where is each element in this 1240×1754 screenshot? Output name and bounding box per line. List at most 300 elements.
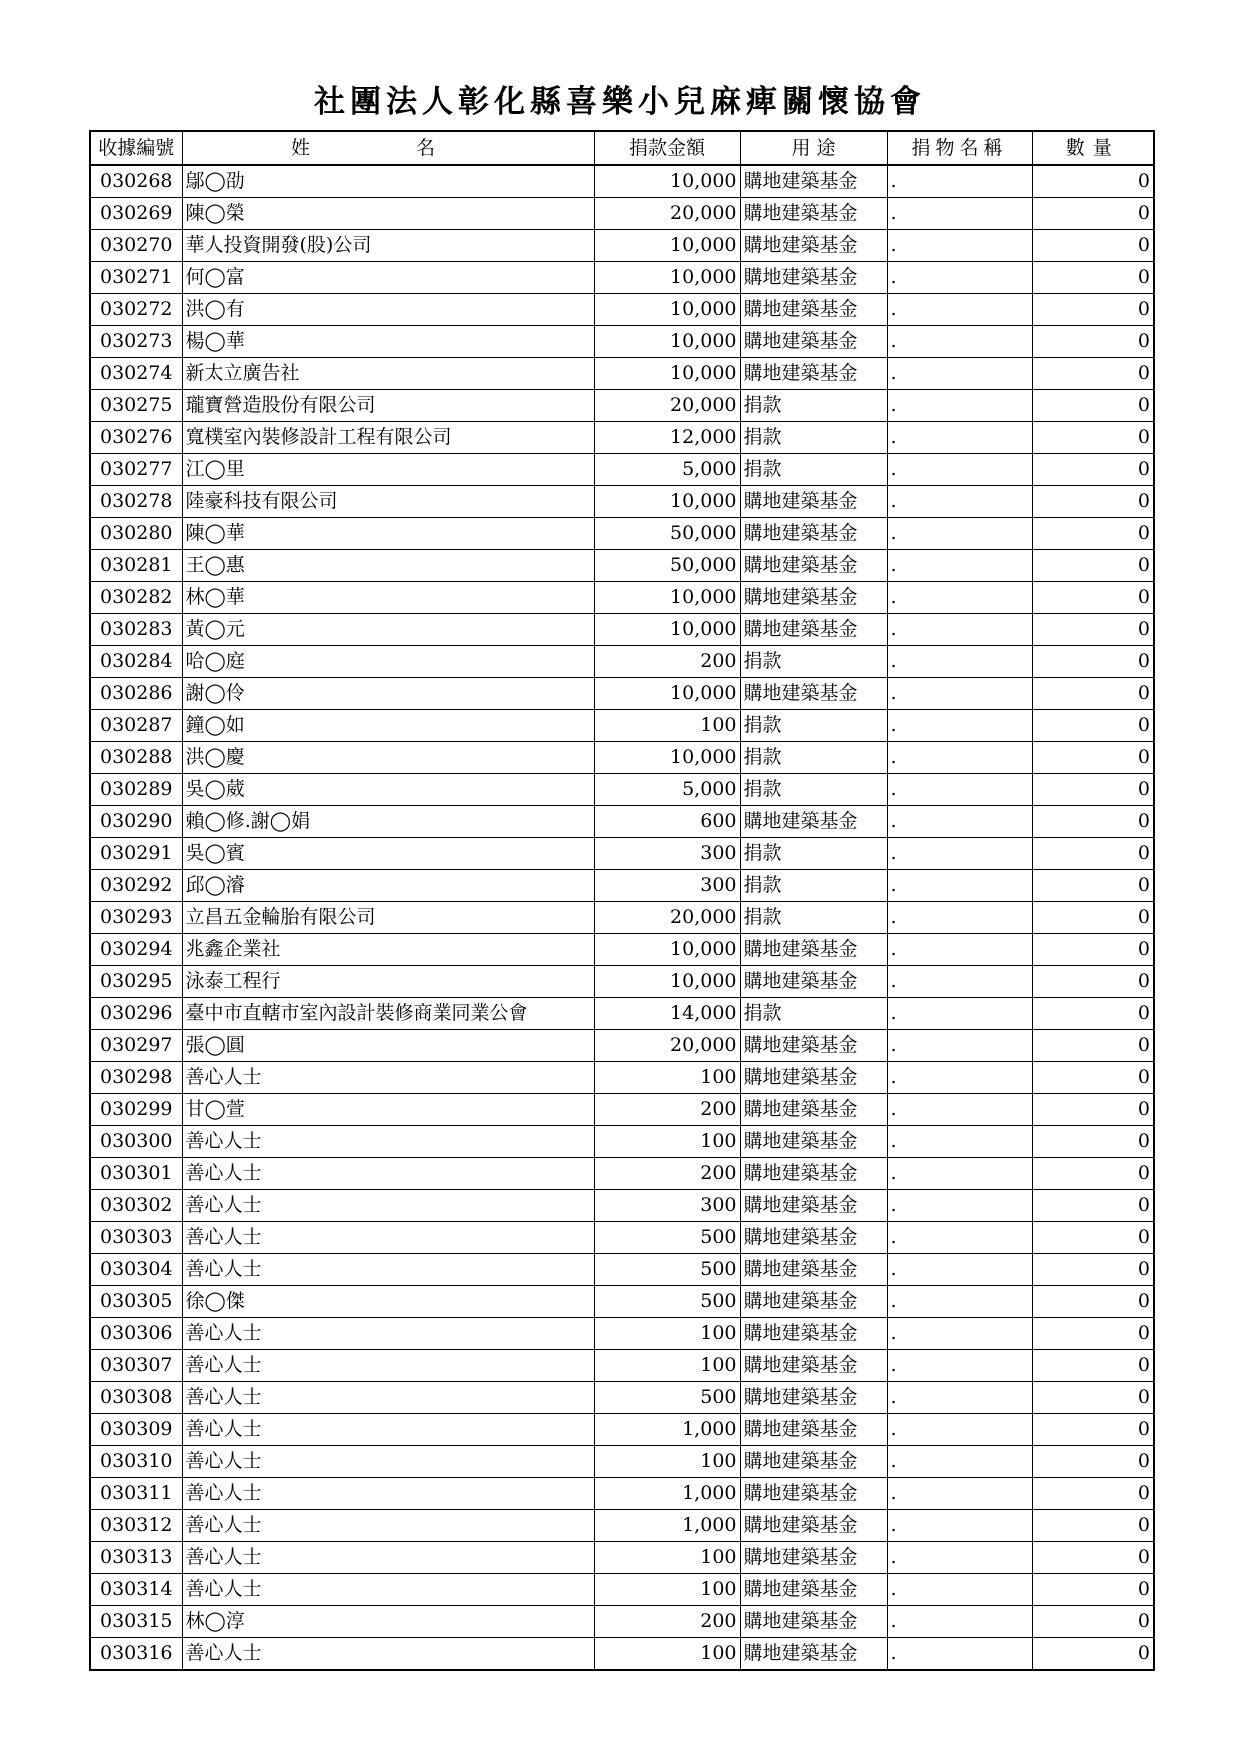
cell-purpose: 購地建築基金 bbox=[740, 1030, 887, 1062]
table-row bbox=[90, 838, 1154, 870]
cell-receipt-no: 030277 bbox=[90, 454, 182, 486]
cell-amount: 10,000 bbox=[594, 358, 740, 390]
cell-purpose: 購地建築基金 bbox=[740, 550, 887, 582]
cell-receipt-no: 030283 bbox=[90, 614, 182, 646]
cell-donor-name: 兆鑫企業社 bbox=[182, 934, 594, 966]
cell-item-name: . bbox=[887, 774, 1032, 806]
cell-purpose: 捐款 bbox=[740, 838, 887, 870]
cell-item-name: . bbox=[887, 1222, 1032, 1254]
cell-donor-name: 善心人士 bbox=[182, 1350, 594, 1382]
cell-item-name: . bbox=[887, 1510, 1032, 1542]
table-row bbox=[90, 326, 1154, 358]
cell-amount: 500 bbox=[594, 1254, 740, 1286]
cell-item-name: . bbox=[887, 582, 1032, 614]
cell-quantity: 0 bbox=[1032, 1606, 1154, 1638]
cell-donor-name: 善心人士 bbox=[182, 1638, 594, 1671]
cell-amount: 20,000 bbox=[594, 390, 740, 422]
cell-quantity: 0 bbox=[1032, 1350, 1154, 1382]
cell-amount: 500 bbox=[594, 1382, 740, 1414]
cell-item-name: . bbox=[887, 1638, 1032, 1671]
cell-quantity: 0 bbox=[1032, 1478, 1154, 1510]
cell-item-name: . bbox=[887, 614, 1032, 646]
cell-item-name: . bbox=[887, 1318, 1032, 1350]
cell-receipt-no: 030303 bbox=[90, 1222, 182, 1254]
cell-amount: 100 bbox=[594, 1318, 740, 1350]
cell-purpose: 購地建築基金 bbox=[740, 1126, 887, 1158]
cell-receipt-no: 030297 bbox=[90, 1030, 182, 1062]
cell-receipt-no: 030314 bbox=[90, 1574, 182, 1606]
cell-amount: 10,000 bbox=[594, 165, 740, 198]
cell-item-name: . bbox=[887, 710, 1032, 742]
cell-amount: 20,000 bbox=[594, 902, 740, 934]
cell-amount: 5,000 bbox=[594, 454, 740, 486]
cell-purpose: 購地建築基金 bbox=[740, 1222, 887, 1254]
cell-quantity: 0 bbox=[1032, 966, 1154, 998]
cell-quantity: 0 bbox=[1032, 518, 1154, 550]
cell-receipt-no: 030305 bbox=[90, 1286, 182, 1318]
cell-donor-name: 王◯惠 bbox=[182, 550, 594, 582]
table-row bbox=[90, 582, 1154, 614]
cell-quantity: 0 bbox=[1032, 1158, 1154, 1190]
cell-purpose: 購地建築基金 bbox=[740, 582, 887, 614]
table-row bbox=[90, 518, 1154, 550]
cell-amount: 10,000 bbox=[594, 582, 740, 614]
cell-amount: 300 bbox=[594, 838, 740, 870]
cell-donor-name: 泳泰工程行 bbox=[182, 966, 594, 998]
cell-donor-name: 華人投資開發(股)公司 bbox=[182, 230, 594, 262]
cell-amount: 500 bbox=[594, 1222, 740, 1254]
cell-amount: 10,000 bbox=[594, 614, 740, 646]
cell-item-name: . bbox=[887, 454, 1032, 486]
cell-amount: 10,000 bbox=[594, 678, 740, 710]
cell-amount: 50,000 bbox=[594, 518, 740, 550]
cell-item-name: . bbox=[887, 550, 1032, 582]
cell-purpose: 捐款 bbox=[740, 870, 887, 902]
cell-donor-name: 陳◯華 bbox=[182, 518, 594, 550]
cell-quantity: 0 bbox=[1032, 1062, 1154, 1094]
cell-quantity: 0 bbox=[1032, 1382, 1154, 1414]
cell-purpose: 購地建築基金 bbox=[740, 326, 887, 358]
cell-quantity: 0 bbox=[1032, 262, 1154, 294]
cell-quantity: 0 bbox=[1032, 390, 1154, 422]
cell-item-name: . bbox=[887, 646, 1032, 678]
cell-amount: 1,000 bbox=[594, 1414, 740, 1446]
cell-receipt-no: 030276 bbox=[90, 422, 182, 454]
cell-item-name: . bbox=[887, 1062, 1032, 1094]
cell-quantity: 0 bbox=[1032, 1542, 1154, 1574]
cell-quantity: 0 bbox=[1032, 838, 1154, 870]
cell-amount: 100 bbox=[594, 1446, 740, 1478]
cell-purpose: 捐款 bbox=[740, 998, 887, 1030]
table-row bbox=[90, 1510, 1154, 1542]
table-row bbox=[90, 998, 1154, 1030]
cell-receipt-no: 030299 bbox=[90, 1094, 182, 1126]
cell-receipt-no: 030275 bbox=[90, 390, 182, 422]
cell-purpose: 購地建築基金 bbox=[740, 806, 887, 838]
cell-quantity: 0 bbox=[1032, 614, 1154, 646]
cell-receipt-no: 030294 bbox=[90, 934, 182, 966]
table-row bbox=[90, 1254, 1154, 1286]
table-row bbox=[90, 262, 1154, 294]
cell-donor-name: 寬樸室內裝修設計工程有限公司 bbox=[182, 422, 594, 454]
cell-quantity: 0 bbox=[1032, 198, 1154, 230]
cell-purpose: 購地建築基金 bbox=[740, 1062, 887, 1094]
cell-item-name: . bbox=[887, 165, 1032, 198]
cell-item-name: . bbox=[887, 1350, 1032, 1382]
cell-quantity: 0 bbox=[1032, 870, 1154, 902]
header-name: 姓 名 bbox=[182, 131, 594, 165]
cell-quantity: 0 bbox=[1032, 998, 1154, 1030]
cell-receipt-no: 030274 bbox=[90, 358, 182, 390]
cell-amount: 100 bbox=[594, 1062, 740, 1094]
table-body bbox=[90, 165, 1154, 1670]
table-row bbox=[90, 390, 1154, 422]
cell-receipt-no: 030272 bbox=[90, 294, 182, 326]
cell-item-name: . bbox=[887, 998, 1032, 1030]
cell-donor-name: 賴◯修.謝◯娟 bbox=[182, 806, 594, 838]
cell-amount: 100 bbox=[594, 1574, 740, 1606]
table-row bbox=[90, 1158, 1154, 1190]
cell-item-name: . bbox=[887, 518, 1032, 550]
cell-purpose: 捐款 bbox=[740, 710, 887, 742]
table-row bbox=[90, 454, 1154, 486]
cell-amount: 10,000 bbox=[594, 934, 740, 966]
cell-donor-name: 吳◯葳 bbox=[182, 774, 594, 806]
cell-donor-name: 善心人士 bbox=[182, 1542, 594, 1574]
cell-amount: 10,000 bbox=[594, 262, 740, 294]
cell-item-name: . bbox=[887, 486, 1032, 518]
cell-purpose: 購地建築基金 bbox=[740, 1446, 887, 1478]
cell-item-name: . bbox=[887, 1158, 1032, 1190]
cell-purpose: 捐款 bbox=[740, 742, 887, 774]
cell-amount: 20,000 bbox=[594, 198, 740, 230]
cell-amount: 600 bbox=[594, 806, 740, 838]
cell-purpose: 購地建築基金 bbox=[740, 1574, 887, 1606]
table-row bbox=[90, 1414, 1154, 1446]
cell-purpose: 購地建築基金 bbox=[740, 1478, 887, 1510]
cell-receipt-no: 030300 bbox=[90, 1126, 182, 1158]
cell-donor-name: 善心人士 bbox=[182, 1190, 594, 1222]
cell-receipt-no: 030269 bbox=[90, 198, 182, 230]
cell-receipt-no: 030308 bbox=[90, 1382, 182, 1414]
cell-donor-name: 何◯富 bbox=[182, 262, 594, 294]
cell-purpose: 購地建築基金 bbox=[740, 358, 887, 390]
cell-donor-name: 善心人士 bbox=[182, 1446, 594, 1478]
cell-quantity: 0 bbox=[1032, 1318, 1154, 1350]
cell-donor-name: 善心人士 bbox=[182, 1222, 594, 1254]
cell-quantity: 0 bbox=[1032, 774, 1154, 806]
cell-donor-name: 洪◯有 bbox=[182, 294, 594, 326]
table-row bbox=[90, 1638, 1154, 1671]
cell-purpose: 購地建築基金 bbox=[740, 966, 887, 998]
table-row bbox=[90, 1062, 1154, 1094]
cell-quantity: 0 bbox=[1032, 1286, 1154, 1318]
cell-purpose: 購地建築基金 bbox=[740, 1350, 887, 1382]
cell-quantity: 0 bbox=[1032, 710, 1154, 742]
cell-amount: 500 bbox=[594, 1286, 740, 1318]
cell-receipt-no: 030271 bbox=[90, 262, 182, 294]
cell-quantity: 0 bbox=[1032, 454, 1154, 486]
table-row bbox=[90, 358, 1154, 390]
table-row bbox=[90, 165, 1154, 198]
cell-quantity: 0 bbox=[1032, 165, 1154, 198]
cell-donor-name: 善心人士 bbox=[182, 1478, 594, 1510]
table-row bbox=[90, 902, 1154, 934]
cell-item-name: . bbox=[887, 934, 1032, 966]
cell-receipt-no: 030293 bbox=[90, 902, 182, 934]
cell-item-name: . bbox=[887, 1542, 1032, 1574]
cell-donor-name: 善心人士 bbox=[182, 1510, 594, 1542]
cell-amount: 1,000 bbox=[594, 1478, 740, 1510]
cell-purpose: 購地建築基金 bbox=[740, 1254, 887, 1286]
cell-quantity: 0 bbox=[1032, 1094, 1154, 1126]
cell-amount: 200 bbox=[594, 1158, 740, 1190]
cell-receipt-no: 030313 bbox=[90, 1542, 182, 1574]
cell-quantity: 0 bbox=[1032, 358, 1154, 390]
cell-quantity: 0 bbox=[1032, 1222, 1154, 1254]
cell-amount: 10,000 bbox=[594, 486, 740, 518]
cell-donor-name: 陳◯榮 bbox=[182, 198, 594, 230]
table-row bbox=[90, 1606, 1154, 1638]
cell-item-name: . bbox=[887, 870, 1032, 902]
cell-receipt-no: 030301 bbox=[90, 1158, 182, 1190]
cell-item-name: . bbox=[887, 230, 1032, 262]
header-item-name: 捐物名稱 bbox=[887, 131, 1032, 165]
cell-receipt-no: 030273 bbox=[90, 326, 182, 358]
cell-purpose: 購地建築基金 bbox=[740, 198, 887, 230]
cell-purpose: 購地建築基金 bbox=[740, 1510, 887, 1542]
cell-purpose: 捐款 bbox=[740, 774, 887, 806]
cell-quantity: 0 bbox=[1032, 1414, 1154, 1446]
table-row bbox=[90, 1030, 1154, 1062]
cell-receipt-no: 030306 bbox=[90, 1318, 182, 1350]
cell-amount: 14,000 bbox=[594, 998, 740, 1030]
cell-donor-name: 謝◯伶 bbox=[182, 678, 594, 710]
table-row bbox=[90, 742, 1154, 774]
cell-amount: 200 bbox=[594, 1606, 740, 1638]
cell-item-name: . bbox=[887, 1382, 1032, 1414]
cell-donor-name: 瓏寶營造股份有限公司 bbox=[182, 390, 594, 422]
cell-item-name: . bbox=[887, 1446, 1032, 1478]
cell-purpose: 購地建築基金 bbox=[740, 1606, 887, 1638]
cell-amount: 10,000 bbox=[594, 326, 740, 358]
cell-receipt-no: 030289 bbox=[90, 774, 182, 806]
table-row bbox=[90, 294, 1154, 326]
cell-receipt-no: 030280 bbox=[90, 518, 182, 550]
cell-receipt-no: 030307 bbox=[90, 1350, 182, 1382]
cell-purpose: 捐款 bbox=[740, 902, 887, 934]
cell-quantity: 0 bbox=[1032, 1030, 1154, 1062]
cell-item-name: . bbox=[887, 1030, 1032, 1062]
table-row bbox=[90, 486, 1154, 518]
cell-donor-name: 善心人士 bbox=[182, 1126, 594, 1158]
cell-item-name: . bbox=[887, 1254, 1032, 1286]
cell-purpose: 購地建築基金 bbox=[740, 486, 887, 518]
cell-purpose: 捐款 bbox=[740, 454, 887, 486]
table-row bbox=[90, 550, 1154, 582]
table-row bbox=[90, 1222, 1154, 1254]
cell-purpose: 購地建築基金 bbox=[740, 1414, 887, 1446]
cell-purpose: 購地建築基金 bbox=[740, 230, 887, 262]
cell-purpose: 購地建築基金 bbox=[740, 165, 887, 198]
cell-purpose: 購地建築基金 bbox=[740, 1318, 887, 1350]
cell-amount: 50,000 bbox=[594, 550, 740, 582]
document-title: 社團法人彰化縣喜樂小兒麻痺關懷協會 bbox=[314, 84, 926, 120]
cell-quantity: 0 bbox=[1032, 582, 1154, 614]
cell-amount: 300 bbox=[594, 1190, 740, 1222]
cell-donor-name: 楊◯華 bbox=[182, 326, 594, 358]
table-row bbox=[90, 1318, 1154, 1350]
cell-amount: 200 bbox=[594, 646, 740, 678]
cell-item-name: . bbox=[887, 742, 1032, 774]
cell-donor-name: 善心人士 bbox=[182, 1574, 594, 1606]
cell-quantity: 0 bbox=[1032, 1254, 1154, 1286]
table-header bbox=[90, 131, 1154, 165]
cell-amount: 10,000 bbox=[594, 742, 740, 774]
cell-item-name: . bbox=[887, 422, 1032, 454]
cell-purpose: 購地建築基金 bbox=[740, 518, 887, 550]
cell-purpose: 購地建築基金 bbox=[740, 1638, 887, 1671]
cell-item-name: . bbox=[887, 902, 1032, 934]
cell-quantity: 0 bbox=[1032, 422, 1154, 454]
cell-amount: 300 bbox=[594, 870, 740, 902]
cell-receipt-no: 030312 bbox=[90, 1510, 182, 1542]
cell-receipt-no: 030292 bbox=[90, 870, 182, 902]
cell-quantity: 0 bbox=[1032, 934, 1154, 966]
cell-amount: 100 bbox=[594, 1542, 740, 1574]
cell-donor-name: 黃◯元 bbox=[182, 614, 594, 646]
cell-amount: 200 bbox=[594, 1094, 740, 1126]
cell-item-name: . bbox=[887, 1478, 1032, 1510]
cell-item-name: . bbox=[887, 1126, 1032, 1158]
cell-donor-name: 甘◯萱 bbox=[182, 1094, 594, 1126]
table-row bbox=[90, 422, 1154, 454]
table-row bbox=[90, 1542, 1154, 1574]
header-amount: 捐款金額 bbox=[594, 131, 740, 165]
header-quantity: 數量 bbox=[1032, 131, 1154, 165]
cell-donor-name: 林◯華 bbox=[182, 582, 594, 614]
cell-receipt-no: 030315 bbox=[90, 1606, 182, 1638]
cell-purpose: 購地建築基金 bbox=[740, 1286, 887, 1318]
cell-receipt-no: 030295 bbox=[90, 966, 182, 998]
cell-purpose: 捐款 bbox=[740, 646, 887, 678]
cell-amount: 10,000 bbox=[594, 966, 740, 998]
table-row bbox=[90, 1350, 1154, 1382]
cell-donor-name: 立昌五金輪胎有限公司 bbox=[182, 902, 594, 934]
cell-donor-name: 臺中市直轄市室內設計裝修商業同業公會 bbox=[182, 998, 594, 1030]
cell-quantity: 0 bbox=[1032, 1190, 1154, 1222]
cell-receipt-no: 030268 bbox=[90, 165, 182, 198]
cell-donor-name: 善心人士 bbox=[182, 1062, 594, 1094]
cell-amount: 100 bbox=[594, 1638, 740, 1671]
cell-item-name: . bbox=[887, 806, 1032, 838]
header-row bbox=[90, 131, 1154, 165]
donation-table bbox=[89, 130, 1155, 1671]
cell-amount: 10,000 bbox=[594, 230, 740, 262]
cell-donor-name: 鐘◯如 bbox=[182, 710, 594, 742]
cell-receipt-no: 030284 bbox=[90, 646, 182, 678]
cell-amount: 10,000 bbox=[594, 294, 740, 326]
cell-item-name: . bbox=[887, 198, 1032, 230]
cell-receipt-no: 030282 bbox=[90, 582, 182, 614]
cell-purpose: 購地建築基金 bbox=[740, 1190, 887, 1222]
header-purpose: 用 途 bbox=[740, 131, 887, 165]
cell-quantity: 0 bbox=[1032, 806, 1154, 838]
cell-quantity: 0 bbox=[1032, 1126, 1154, 1158]
table-row bbox=[90, 1094, 1154, 1126]
cell-amount: 100 bbox=[594, 710, 740, 742]
cell-receipt-no: 030291 bbox=[90, 838, 182, 870]
cell-quantity: 0 bbox=[1032, 902, 1154, 934]
cell-donor-name: 林◯淳 bbox=[182, 1606, 594, 1638]
cell-donor-name: 邱◯濬 bbox=[182, 870, 594, 902]
cell-purpose: 購地建築基金 bbox=[740, 678, 887, 710]
cell-quantity: 0 bbox=[1032, 646, 1154, 678]
cell-purpose: 購地建築基金 bbox=[740, 614, 887, 646]
table-row bbox=[90, 1126, 1154, 1158]
table-row bbox=[90, 678, 1154, 710]
cell-donor-name: 善心人士 bbox=[182, 1382, 594, 1414]
cell-item-name: . bbox=[887, 966, 1032, 998]
cell-purpose: 購地建築基金 bbox=[740, 1094, 887, 1126]
cell-amount: 12,000 bbox=[594, 422, 740, 454]
cell-receipt-no: 030316 bbox=[90, 1638, 182, 1671]
cell-receipt-no: 030287 bbox=[90, 710, 182, 742]
cell-donor-name: 新太立廣告社 bbox=[182, 358, 594, 390]
cell-item-name: . bbox=[887, 358, 1032, 390]
cell-item-name: . bbox=[887, 678, 1032, 710]
cell-quantity: 0 bbox=[1032, 1638, 1154, 1671]
table-row bbox=[90, 1446, 1154, 1478]
cell-donor-name: 吳◯賓 bbox=[182, 838, 594, 870]
cell-amount: 5,000 bbox=[594, 774, 740, 806]
table-row bbox=[90, 774, 1154, 806]
cell-receipt-no: 030304 bbox=[90, 1254, 182, 1286]
cell-quantity: 0 bbox=[1032, 1574, 1154, 1606]
cell-donor-name: 張◯圓 bbox=[182, 1030, 594, 1062]
cell-receipt-no: 030281 bbox=[90, 550, 182, 582]
cell-item-name: . bbox=[887, 838, 1032, 870]
cell-receipt-no: 030302 bbox=[90, 1190, 182, 1222]
cell-receipt-no: 030298 bbox=[90, 1062, 182, 1094]
cell-quantity: 0 bbox=[1032, 1446, 1154, 1478]
cell-donor-name: 鄔◯劭 bbox=[182, 165, 594, 198]
cell-purpose: 捐款 bbox=[740, 390, 887, 422]
table-row bbox=[90, 1190, 1154, 1222]
cell-donor-name: 善心人士 bbox=[182, 1254, 594, 1286]
table-row bbox=[90, 1478, 1154, 1510]
table-row bbox=[90, 934, 1154, 966]
cell-receipt-no: 030288 bbox=[90, 742, 182, 774]
table-row bbox=[90, 966, 1154, 998]
cell-amount: 100 bbox=[594, 1126, 740, 1158]
cell-donor-name: 善心人士 bbox=[182, 1318, 594, 1350]
cell-quantity: 0 bbox=[1032, 294, 1154, 326]
cell-receipt-no: 030296 bbox=[90, 998, 182, 1030]
cell-amount: 100 bbox=[594, 1350, 740, 1382]
table-row bbox=[90, 230, 1154, 262]
table-row bbox=[90, 614, 1154, 646]
cell-quantity: 0 bbox=[1032, 1510, 1154, 1542]
cell-purpose: 購地建築基金 bbox=[740, 294, 887, 326]
cell-receipt-no: 030310 bbox=[90, 1446, 182, 1478]
cell-donor-name: 哈◯庭 bbox=[182, 646, 594, 678]
cell-item-name: . bbox=[887, 1606, 1032, 1638]
cell-donor-name: 善心人士 bbox=[182, 1414, 594, 1446]
table-row bbox=[90, 1286, 1154, 1318]
cell-quantity: 0 bbox=[1032, 550, 1154, 582]
cell-item-name: . bbox=[887, 326, 1032, 358]
